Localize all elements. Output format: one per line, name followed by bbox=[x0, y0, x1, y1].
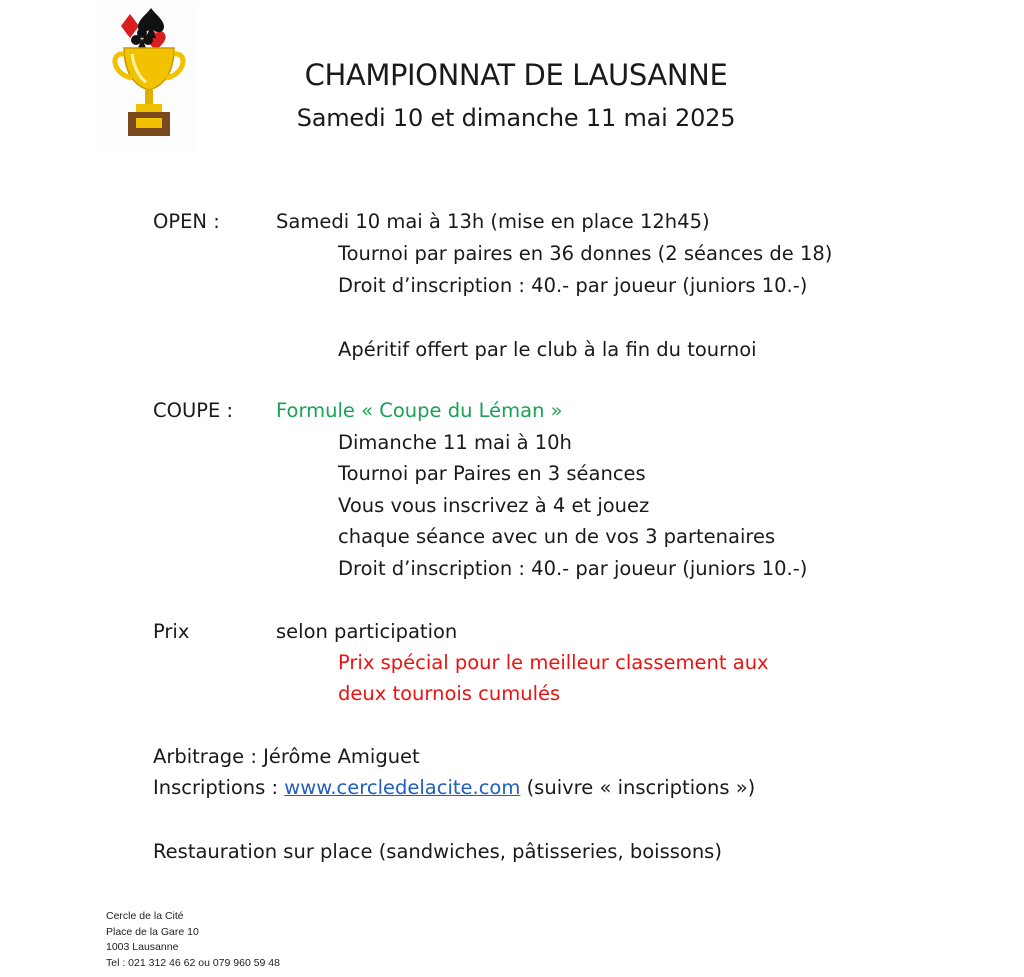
coupe-line-5: Droit d’inscription : 40.- par joueur (juniors 10.-) bbox=[338, 557, 808, 580]
footer-address bbox=[106, 909, 280, 971]
prix-special-line-1: Prix spécial pour le meilleur classement aux bbox=[338, 651, 769, 674]
open-line-2: Tournoi par paires en 36 donnes (2 séances de 18) bbox=[338, 242, 833, 265]
footer-phone: Tel : 021 312 46 62 ou 079 960 59 48 bbox=[106, 956, 280, 969]
open-line-3: Droit d’inscription : 40.- par joueur (juniors 10.-) bbox=[338, 274, 808, 297]
arbitrage: Arbitrage : Jérôme Amiguet bbox=[153, 745, 420, 768]
inscriptions-link[interactable]: www.cercledelacite.com bbox=[284, 776, 521, 799]
inscriptions-line bbox=[153, 775, 755, 801]
open-line-4: Apéritif offert par le club à la fin du tournoi bbox=[338, 338, 757, 361]
page-title: CHAMPIONNAT DE LAUSANNE bbox=[304, 58, 728, 92]
footer-street: Place de la Gare 10 bbox=[106, 925, 199, 938]
coupe-formula: Formule « Coupe du Léman » bbox=[276, 399, 563, 422]
prix-text: selon participation bbox=[276, 620, 458, 643]
inscriptions-suffix: (suivre « inscriptions ») bbox=[526, 776, 756, 799]
coupe-line-3: Vous vous inscrivez à 4 et jouez bbox=[338, 494, 650, 517]
diamond-icon bbox=[121, 14, 139, 38]
prix-special-line-2: deux tournois cumulés bbox=[338, 682, 561, 705]
open-label: OPEN : bbox=[153, 210, 220, 233]
footer-club-name: Cercle de la Cité bbox=[106, 910, 184, 922]
prix-label: Prix bbox=[153, 620, 190, 643]
coupe-label: COUPE : bbox=[153, 399, 234, 422]
event-dates: Samedi 10 et dimanche 11 mai 2025 bbox=[296, 104, 736, 132]
coupe-line-1: Dimanche 11 mai à 10h bbox=[338, 431, 572, 454]
inscriptions-label: Inscriptions : bbox=[153, 776, 279, 799]
restauration: Restauration sur place (sandwiches, pâtisseries, boissons) bbox=[153, 840, 722, 863]
coupe-line-4: chaque séance avec un de vos 3 partenaires bbox=[338, 525, 776, 548]
coupe-line-2: Tournoi par Paires en 3 séances bbox=[338, 462, 646, 485]
open-line-1: Samedi 10 mai à 13h (mise en place 12h45) bbox=[276, 210, 710, 233]
footer-city: 1003 Lausanne bbox=[106, 941, 179, 953]
